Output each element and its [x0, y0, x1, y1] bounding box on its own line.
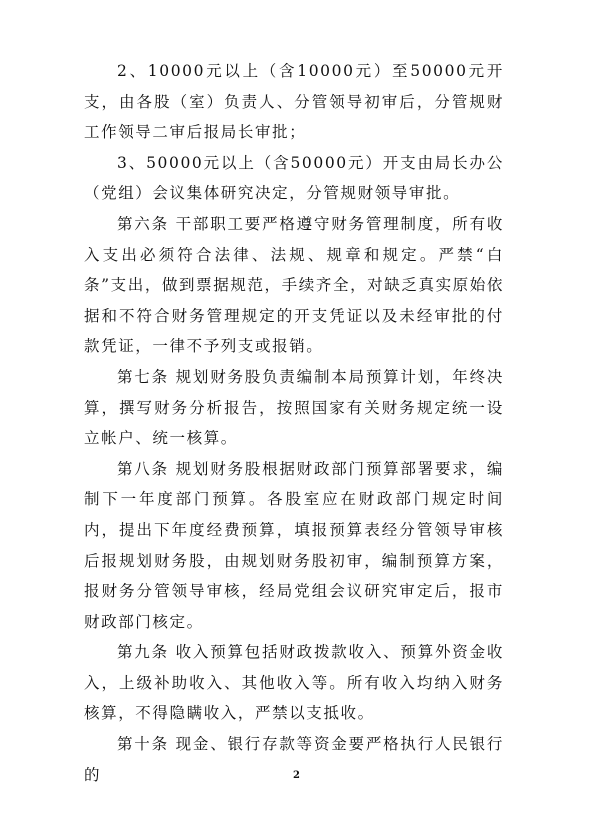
paragraph-item-2: 2、10000元以上（含10000元）至50000元开支，由各股（室）负责人、分管领导初审后，分管规财工作领导二审后报局长审批；	[84, 62, 504, 142]
document-body	[84, 56, 504, 790]
paragraph-item-3: 3、50000元以上（含50000元）开支由局长办公（党组）会议集体研究决定，分管规财领导审批。	[84, 153, 504, 203]
paragraph-article-8: 第八条 规划财务股根据财政部门预算部署要求，编制下一年度部门预算。各股室应在财政部门规定时间内，提出下年度经费预算，填报预算表经分管领导审核后报规划财务股，由规划财务股初审，编制预算方案，报财务分管领导审核，经局党组会议研究审定后，报市财政部门核定。	[84, 459, 504, 631]
paragraph-article-6: 第六条 干部职工要严格遵守财务管理制度，所有收入支出必须符合法律、法规、规章和规定。严禁“白条”支出，做到票据规范，手续齐全，对缺乏真实原始依据和不符合财务管理规定的开支凭证以及未经审批的付款凭证，一律不予列支或报销。	[84, 214, 504, 356]
paragraph-article-7: 第七条 规划财务股负责编制本局预算计划，年终决算，撰写财务分析报告，按照国家有关财务规定统一设立帐户、统一核算。	[84, 367, 504, 448]
page-number: 2	[293, 770, 300, 781]
paragraph-article-10: 第十条 现金、银行存款等资金要严格执行人民银行的	[84, 735, 504, 784]
paragraph-article-9: 第九条 收入预算包括财政拨款收入、预算外资金收入，上级补助收入、其他收入等。所有收入均纳入财务核算，不得隐瞒收入，严禁以支抵收。	[84, 643, 504, 723]
